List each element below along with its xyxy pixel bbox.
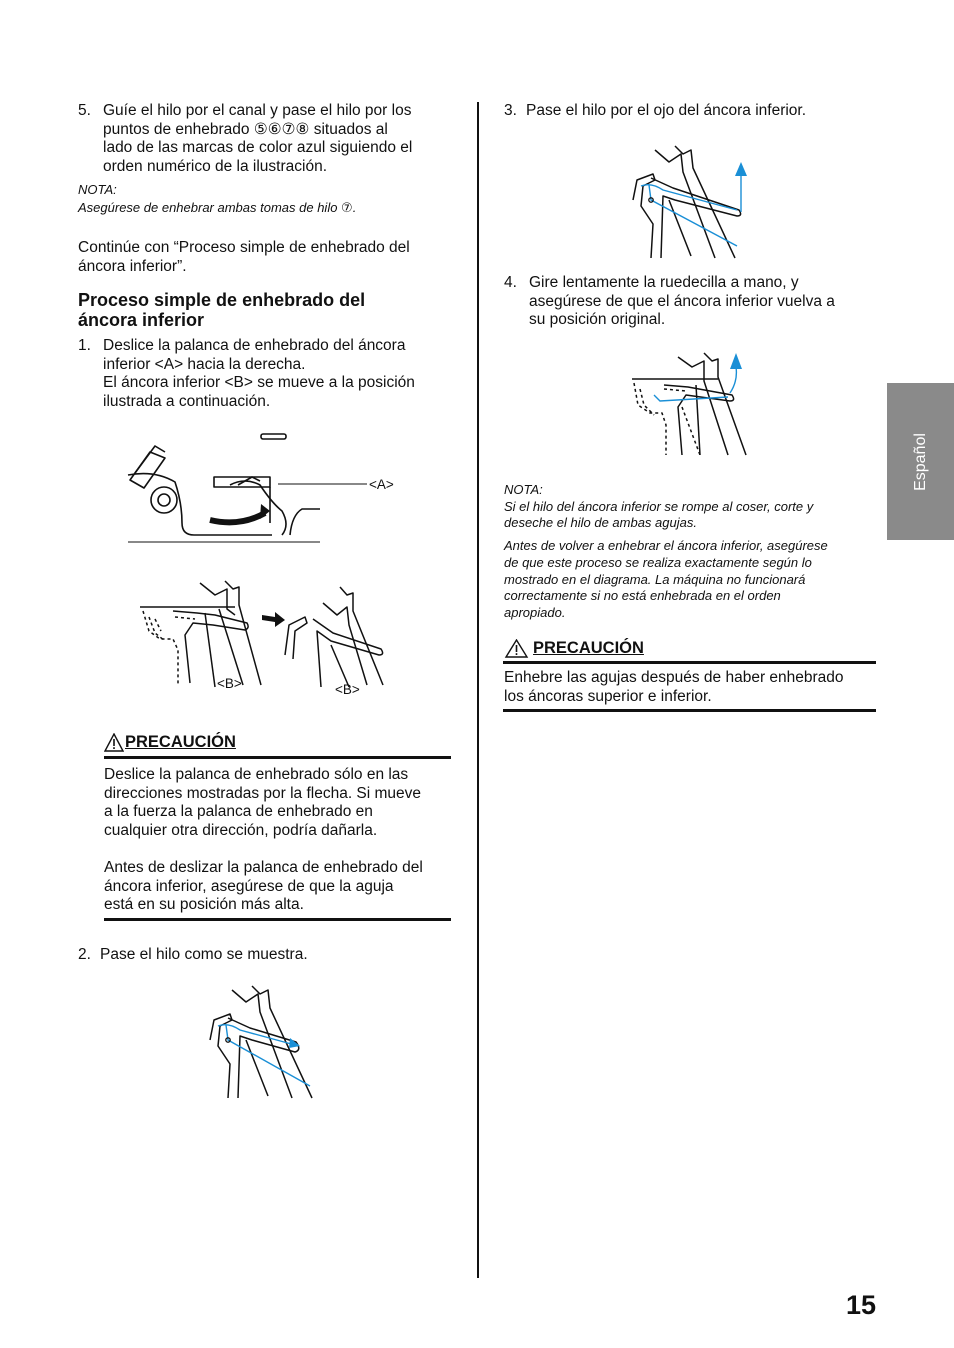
caution-1-line-7: está en su posición más alta. xyxy=(104,896,304,914)
step-4 xyxy=(504,274,884,330)
page-number: 15 xyxy=(846,1290,877,1320)
warning-icon xyxy=(504,639,529,658)
continue-line-2: áncora inferior”. xyxy=(78,257,187,275)
step-2-text: Pase el hilo como se muestra. xyxy=(100,946,308,963)
section-heading-line-2: áncora inferior xyxy=(78,310,205,330)
note-2-para-1 xyxy=(504,499,882,533)
note-2-line-2: deseche el hilo de ambas agujas. xyxy=(504,515,697,531)
note-2-line-6: correctamente si no está enhebrada en el orden xyxy=(504,588,781,604)
caution-2-line-1: Enhebre las agujas después de haber enhebrado xyxy=(504,669,844,686)
step-5-line-1: Guíe el hilo por el canal y pase el hilo por los xyxy=(103,102,412,119)
label-b-left: <B> xyxy=(217,676,242,691)
warning-icon xyxy=(104,733,124,752)
column-divider xyxy=(477,102,479,1278)
label-b-right: <B> xyxy=(335,682,360,695)
step-number: 5. xyxy=(78,102,91,119)
continue-line-1: Continúe con “Proceso simple de enhebrado del xyxy=(78,239,410,256)
step-2 xyxy=(78,946,458,965)
caution-1-line-1: Deslice la palanca de enhebrado sólo en las xyxy=(104,766,409,783)
caution-1-line-2: direcciones mostradas por la flecha. Si mueve xyxy=(104,784,422,802)
step-1-line-4: ilustrada a continuación. xyxy=(103,392,271,410)
note-2-line-4: de que este proceso se realiza exactamente según lo xyxy=(504,554,812,570)
caution-rule-bottom xyxy=(104,918,451,921)
note-2-line-7: apropiado. xyxy=(504,605,566,621)
step-number: 2. xyxy=(78,946,91,963)
caution-1-line-6: áncora inferior, asegúrese de que la aguja xyxy=(104,877,394,895)
language-tab xyxy=(887,383,954,540)
lower-looper-illustration xyxy=(135,575,400,695)
caution-rule-top xyxy=(503,661,876,664)
note-label: NOTA: xyxy=(504,482,543,497)
caution-box-2 xyxy=(504,636,876,658)
caution-header xyxy=(504,636,876,658)
caution-title: PRECAUCIÓN xyxy=(125,733,236,751)
note-1 xyxy=(78,182,356,216)
section-heading xyxy=(78,290,458,330)
step-number: 3. xyxy=(504,102,517,119)
step-5 xyxy=(78,102,458,176)
note-2-line-5: mostrado en el diagrama. La máquina no funcionará xyxy=(504,571,806,587)
caution-box-1 xyxy=(104,730,451,752)
note-2-para-2 xyxy=(504,538,882,622)
step-3 xyxy=(504,102,884,121)
note-2 xyxy=(504,482,882,622)
label-a: <A> xyxy=(369,477,394,492)
caution-1-line-5: Antes de deslizar la palanca de enhebrado del xyxy=(104,858,423,876)
note-2-line-3: Antes de volver a enhebrar el áncora inferior, asegúrese xyxy=(504,538,828,554)
lever-illustration xyxy=(120,425,410,550)
step-1-line-3: El áncora inferior <B> se mueve a la posición xyxy=(103,374,415,392)
step-1 xyxy=(78,337,458,411)
step-4-line-3: su posición original. xyxy=(529,311,666,329)
note-label: NOTA: xyxy=(78,182,117,197)
caution-rule-bottom xyxy=(503,709,876,712)
threading-illustration-step-4 xyxy=(628,345,758,460)
language-tab-label: Español xyxy=(911,432,929,491)
step-number: 1. xyxy=(78,337,91,354)
caution-1-line-4: cualquier otra dirección, podría dañarla. xyxy=(104,821,378,839)
note-2-line-1: Si el hilo del áncora inferior se rompe al coser, corte y xyxy=(504,498,814,514)
caution-rule-top xyxy=(104,756,451,759)
step-number: 4. xyxy=(504,274,517,291)
caution-1-line-3: a la fuerza la palanca de enhebrado en xyxy=(104,803,373,821)
step-5-line-3: lado de las marcas de color azul siguiendo el xyxy=(103,139,413,157)
step-4-line-1: Gire lentamente la ruedecilla a mano, y xyxy=(529,274,799,291)
caution-2-body xyxy=(504,669,879,706)
section-heading-line-1: Proceso simple de enhebrado del xyxy=(78,290,366,310)
note-text: Asegúrese de enhebrar ambas tomas de hilo ⑦. xyxy=(78,199,357,215)
step-1-line-2: inferior <A> hacia la derecha. xyxy=(103,355,306,373)
step-3-text: Pase el hilo por el ojo del áncora inferior. xyxy=(526,102,807,119)
step-1-line-1: Deslice la palanca de enhebrado del áncora xyxy=(103,337,406,354)
caution-title: PRECAUCIÓN xyxy=(533,639,644,657)
step-5-line-2: puntos de enhebrado ⑤⑥⑦⑧ situados al xyxy=(103,120,388,138)
caution-header xyxy=(104,730,451,752)
continue-paragraph xyxy=(78,239,458,276)
caution-1-body xyxy=(104,766,454,915)
threading-illustration-step-3 xyxy=(625,140,755,260)
threading-illustration-step-2 xyxy=(200,980,330,1100)
caution-2-line-2: los áncoras superior e inferior. xyxy=(504,687,712,705)
step-4-line-2: asegúrese de que el áncora inferior vuelva a xyxy=(529,292,835,310)
step-5-line-4: orden numérico de la ilustración. xyxy=(103,157,328,175)
